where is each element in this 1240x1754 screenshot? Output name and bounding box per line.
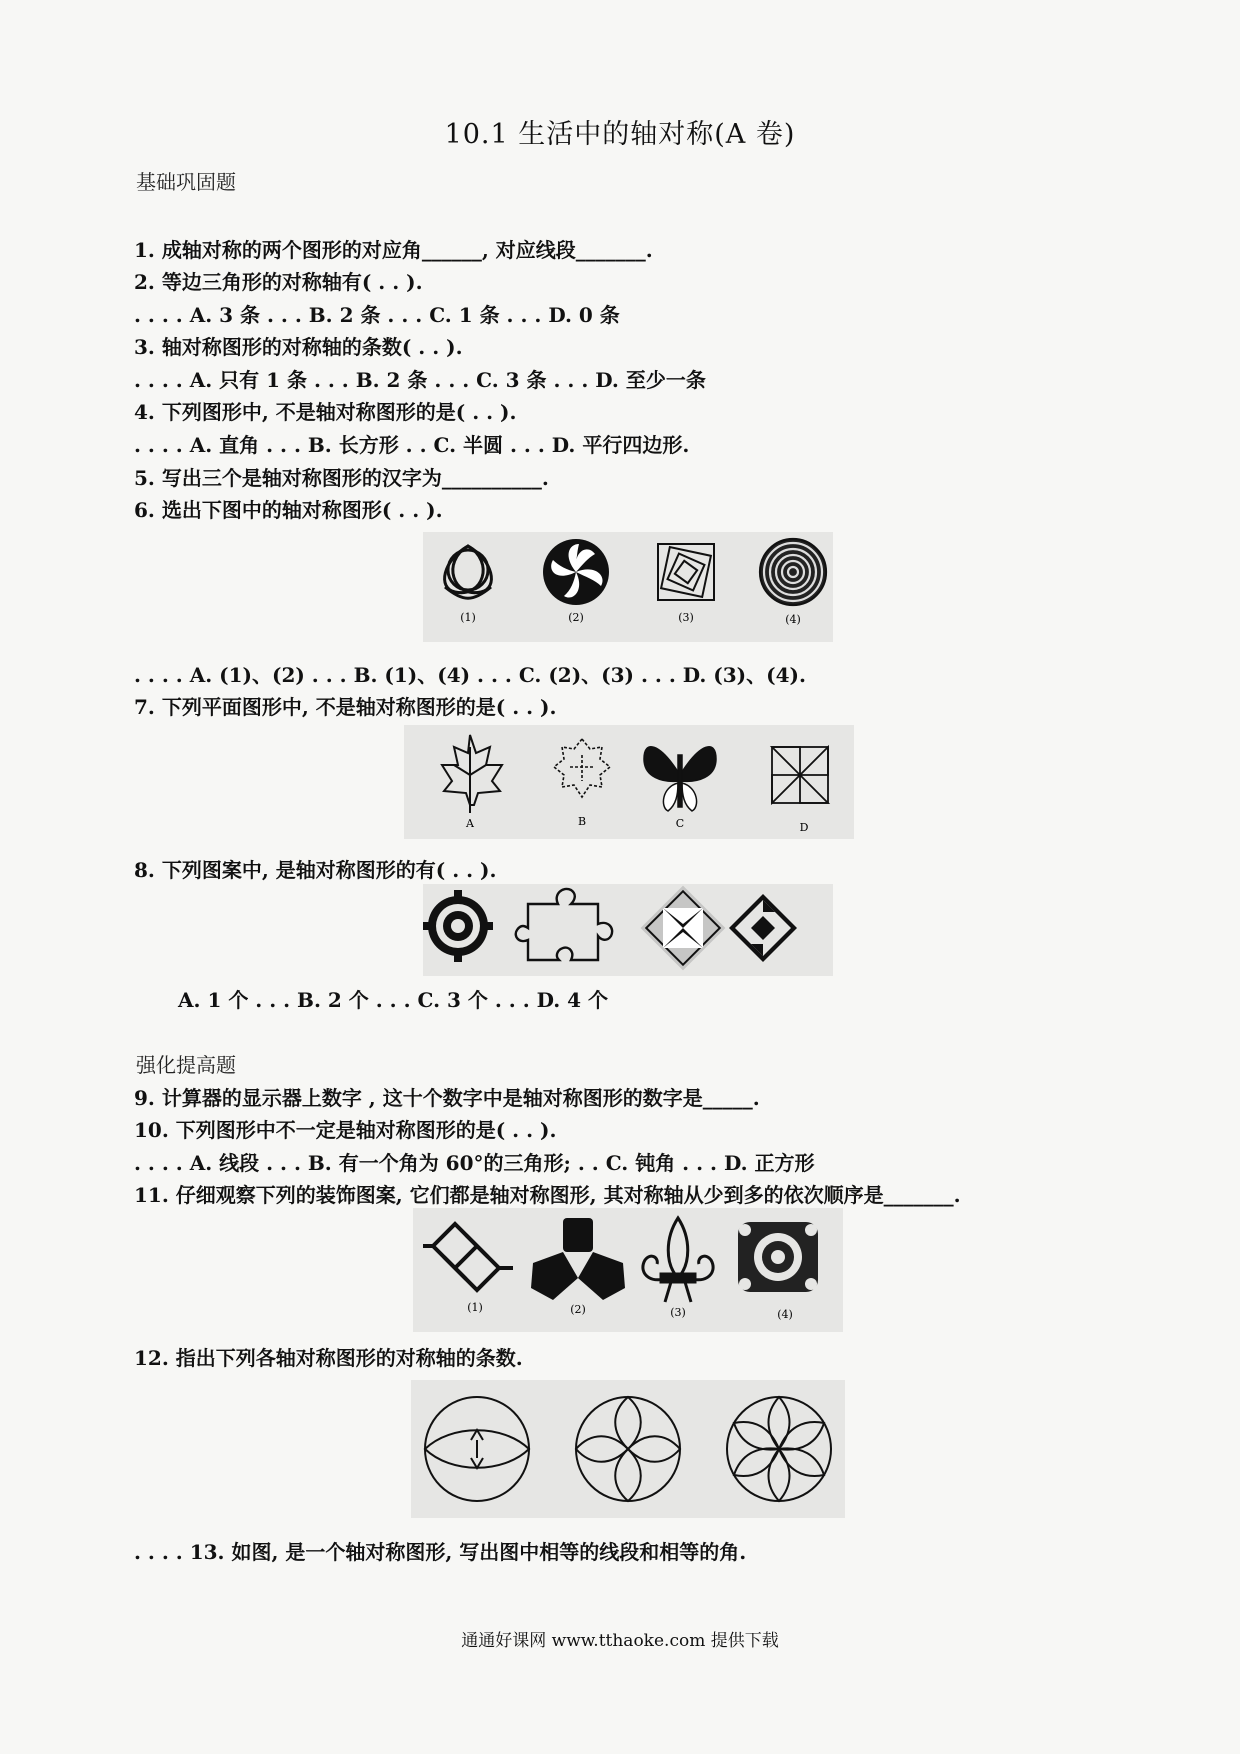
snowflake-figure xyxy=(554,739,610,797)
spiral-square-figure xyxy=(658,544,714,600)
question-3: 3. 轴对称图形的对称轴的条数( . . ). xyxy=(134,335,463,359)
circle-two-petal-figure xyxy=(425,1397,529,1501)
pinwheel-figure xyxy=(772,747,828,803)
question-12: 12. 指出下列各轴对称图形的对称轴的条数. xyxy=(134,1346,523,1370)
ornate-medallion-figure xyxy=(738,1222,818,1292)
question-6: 6. 选出下图中的轴对称图形( . . ). xyxy=(134,498,443,522)
question-8: 8. 下列图案中, 是轴对称图形的有( . . ). xyxy=(134,858,497,882)
figure-q6 xyxy=(423,532,833,642)
section-heading-advanced: 强化提高题 xyxy=(136,1053,236,1077)
fig7-label-b: B xyxy=(577,815,587,828)
figure-q8 xyxy=(423,884,833,976)
fig11-label-1: (1) xyxy=(467,1301,483,1314)
question-7: 7. 下列平面图形中, 不是轴对称图形的是( . . ). xyxy=(134,695,557,719)
question-2-options: . . . . A. 3 条 . . . B. 2 条 . . . C. 1 条 . . . D. 0 条 xyxy=(134,303,620,327)
diamond-figure xyxy=(729,894,797,962)
question-2: 2. 等边三角形的对称轴有( . . ). xyxy=(134,270,423,294)
question-9: 9. 计算器的显示器上数字 , 这十个数字中是轴对称图形的数字是_____. xyxy=(134,1086,760,1110)
x-square-figure xyxy=(641,886,726,971)
fig7-label-c: C xyxy=(675,817,685,830)
question-4: 4. 下列图形中, 不是轴对称图形的是( . . ). xyxy=(134,400,517,424)
fig6-label-3: (3) xyxy=(678,611,694,624)
puzzle-piece-figure xyxy=(516,889,612,960)
question-10: 10. 下列图形中不一定是轴对称图形的是( . . ). xyxy=(134,1118,557,1142)
question-1: 1. 成轴对称的两个图形的对应角______, 对应线段_______. xyxy=(134,238,653,262)
fig6-label-2: (2) xyxy=(568,611,584,624)
question-3-options: . . . . A. 只有 1 条 . . . B. 2 条 . . . C. 3 条 . . . D. 至少一条 xyxy=(134,368,706,392)
three-lobe-figure xyxy=(531,1218,625,1300)
concentric-circles-figure xyxy=(760,539,826,605)
fig6-label-4: (4) xyxy=(785,613,801,626)
section-heading-basic: 基础巩固题 xyxy=(136,170,236,194)
endless-knot-figure xyxy=(423,1224,513,1290)
question-8-options: A. 1 个 . . . B. 2 个 . . . C. 3 个 . . . D. 4 个 xyxy=(178,988,609,1012)
question-13: . . . . 13. 如图, 是一个轴对称图形, 写出图中相等的线段和相等的角. xyxy=(134,1540,747,1564)
question-4-options: . . . . A. 直角 . . . B. 长方形 . . C. 半圆 . . . D. 平行四边形. xyxy=(134,433,690,457)
question-10-options: . . . . A. 线段 . . . B. 有一个角为 60°的三角形; . . C. 钝角 . . . D. 正方形 xyxy=(134,1151,815,1175)
question-5: 5. 写出三个是轴对称图形的汉字为__________. xyxy=(134,466,549,490)
fig11-label-3: (3) xyxy=(670,1306,686,1319)
figure-q12 xyxy=(411,1380,845,1518)
trefoil-knot-figure xyxy=(445,546,492,598)
fig6-label-1: (1) xyxy=(460,611,476,624)
page-title: 10.1 生活中的轴对称(A 卷) xyxy=(444,119,796,150)
fig11-label-4: (4) xyxy=(777,1308,793,1321)
figure-q7 xyxy=(404,725,854,839)
fleur-de-lis-figure xyxy=(643,1218,713,1302)
bauhinia-flower-figure xyxy=(543,539,609,605)
question-6-options: . . . . A. (1)、(2) . . . B. (1)、(4) . . . C. (2)、(3) . . . D. (3)、(4). xyxy=(134,663,806,687)
fig7-label-d: D xyxy=(799,821,809,834)
fig7-label-a: A xyxy=(466,817,474,830)
circle-six-petal-figure xyxy=(727,1397,831,1501)
target-emblem-figure xyxy=(423,890,493,962)
footer-credit: 通通好课网 www.tthaoke.com 提供下载 xyxy=(461,1631,779,1651)
fig11-label-2: (2) xyxy=(570,1303,586,1316)
maple-leaf-figure xyxy=(442,735,502,813)
circle-four-petal-figure xyxy=(576,1397,680,1501)
figure-q11 xyxy=(413,1208,843,1332)
question-11: 11. 仔细观察下列的装饰图案, 它们都是轴对称图形, 其对称轴从少到多的依次顺序是_______. xyxy=(134,1183,961,1207)
butterfly-figure xyxy=(644,747,716,811)
